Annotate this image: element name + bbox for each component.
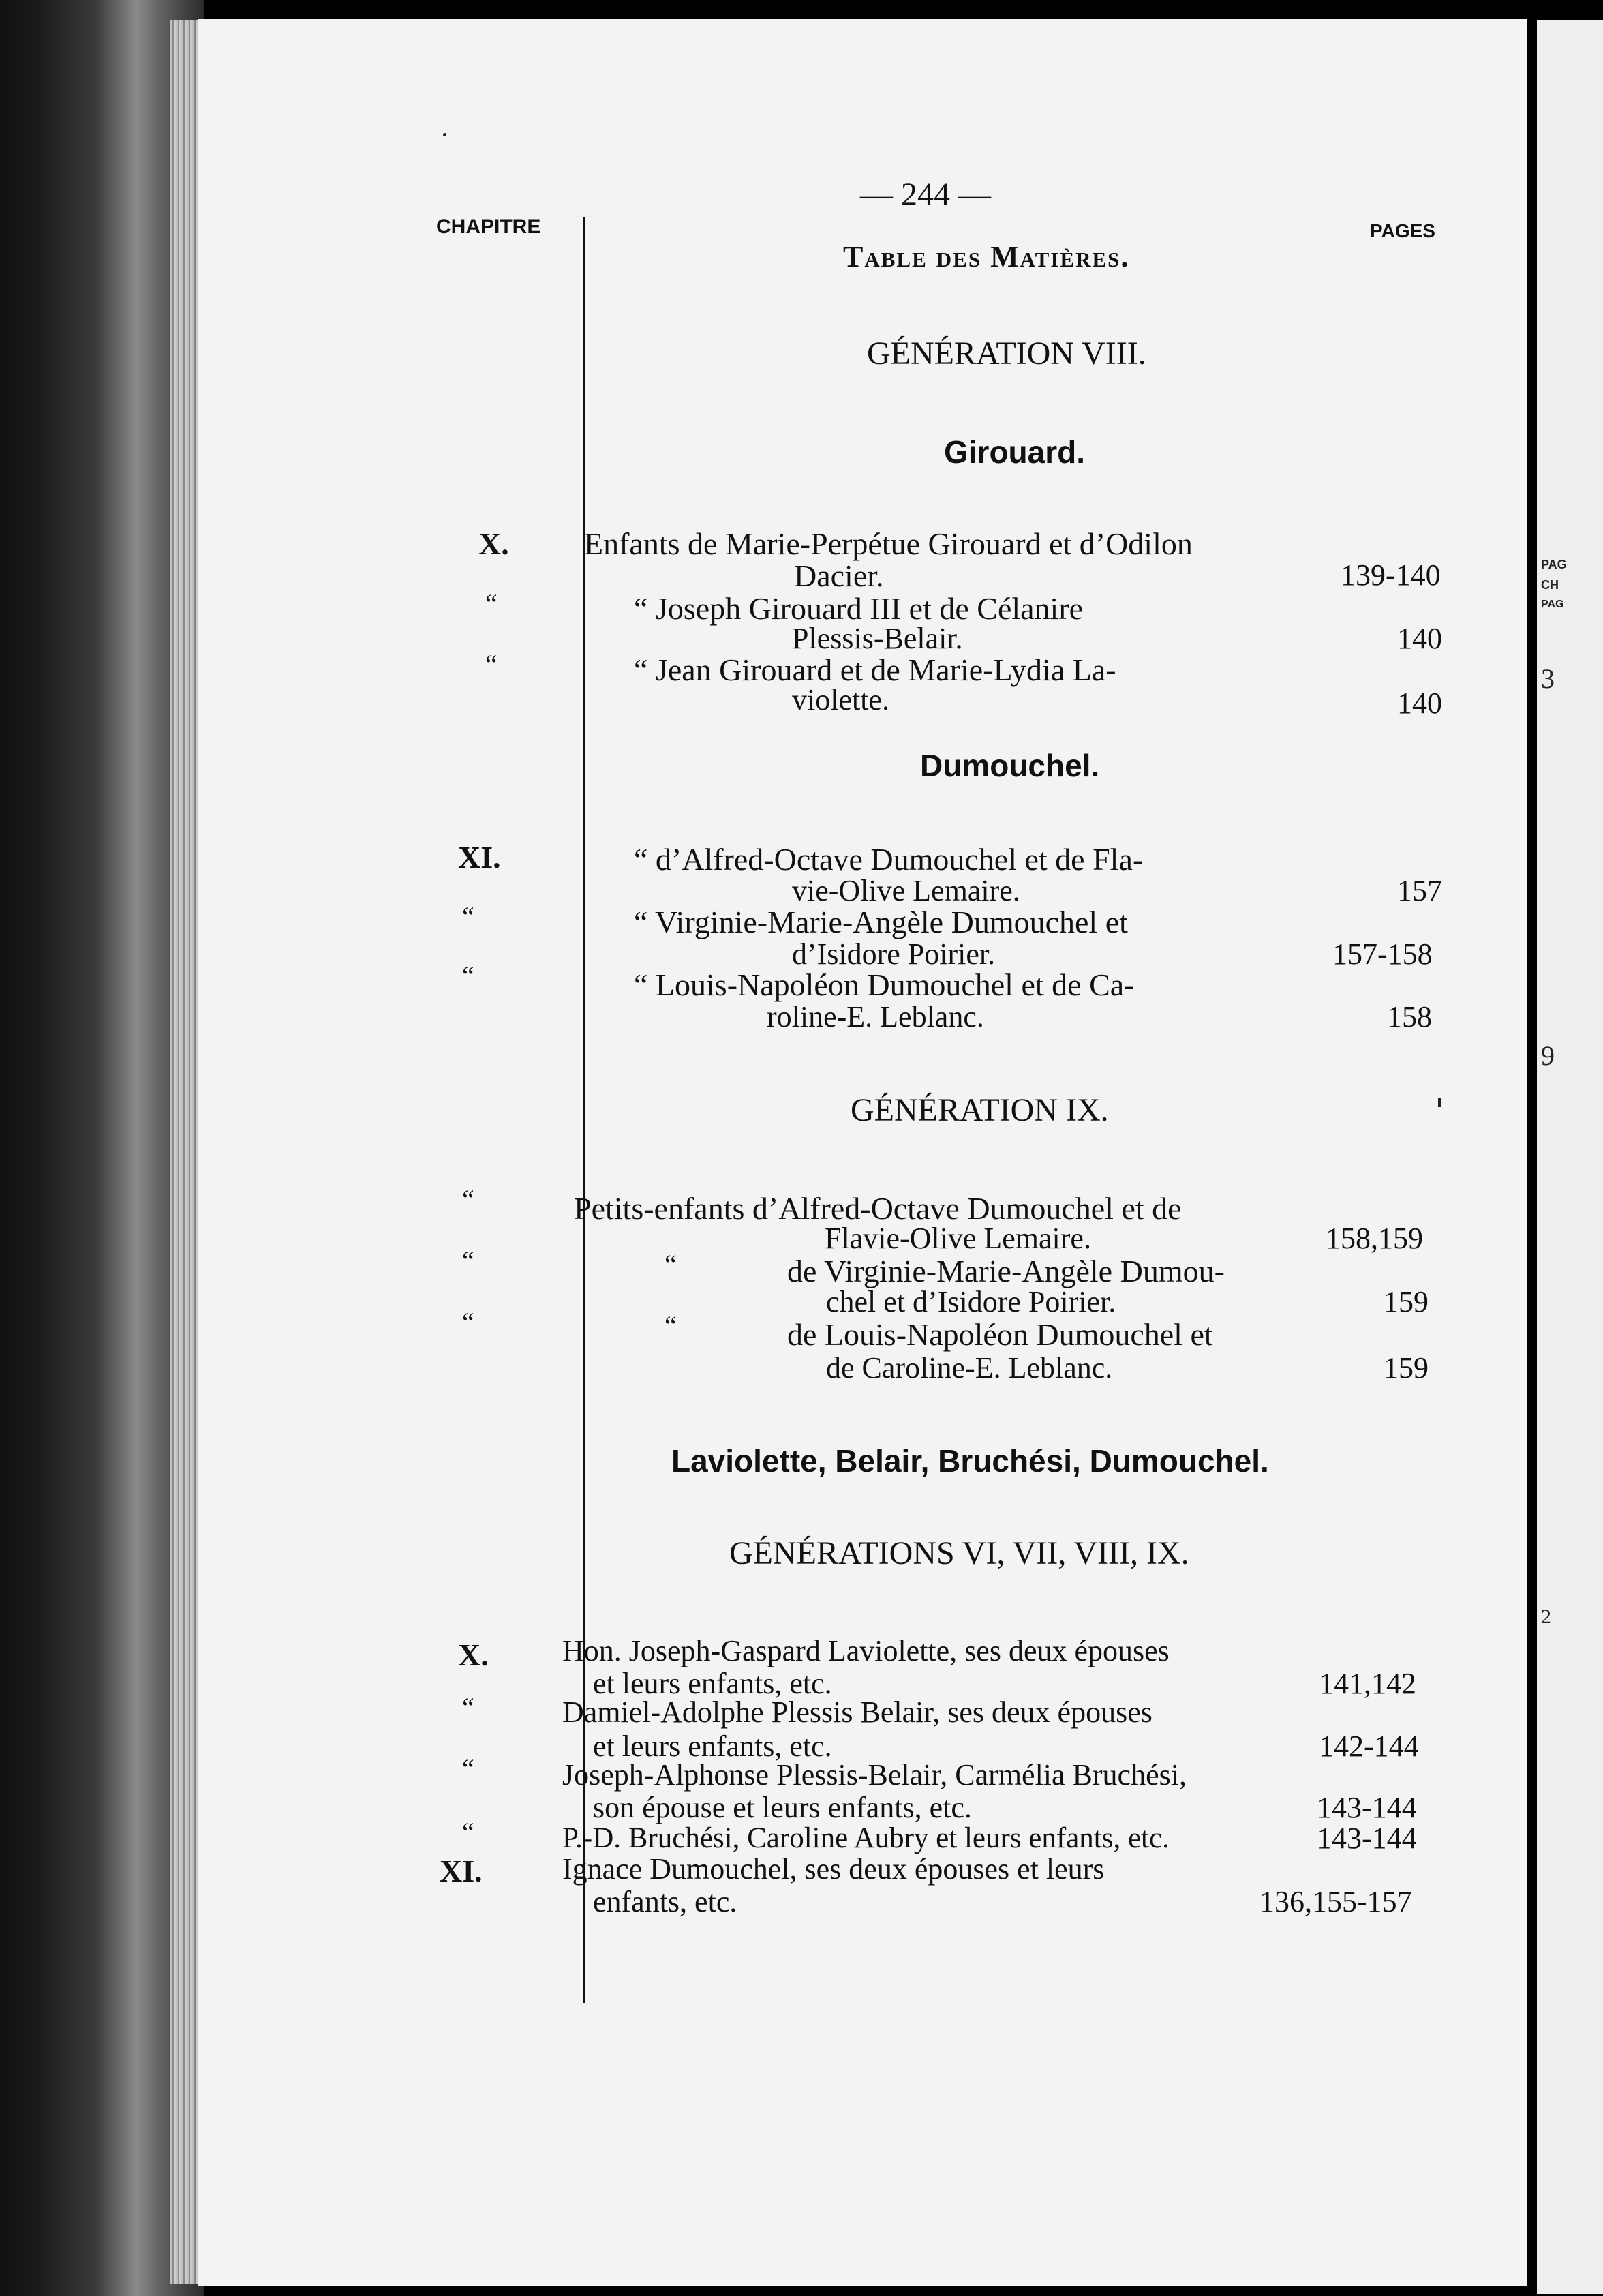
entry-text: vie-Olive Lemaire. <box>792 874 1020 907</box>
entry-text: “ d’Alfred-Octave Dumouchel et de Fla- <box>634 842 1144 877</box>
facing-page-text: 2 <box>1541 1605 1551 1628</box>
entry-pages: 143-144 <box>1317 1822 1417 1855</box>
entry-text: d’Isidore Poirier. <box>792 937 996 971</box>
entry-text: Joseph-Alphonse Plessis-Belair, Carmélia Bruchési, <box>562 1758 1187 1792</box>
section-heading: GÉNÉRATION VIII. <box>867 335 1146 372</box>
entry-pages: 141,142 <box>1319 1667 1416 1700</box>
entry-pages: 157 <box>1397 874 1442 907</box>
entry-text: de Virginie-Marie-Angèle Dumou- <box>787 1254 1225 1288</box>
speck <box>1438 1098 1441 1107</box>
facing-page-fragment <box>1537 20 1603 2294</box>
table-title: Table des Matières. <box>843 240 1130 273</box>
entry-text: chel et d’Isidore Poirier. <box>826 1285 1116 1318</box>
entry-text: roline-E. Leblanc. <box>767 1000 984 1033</box>
entry-text: Enfants de Marie-Perpétue Girouard et d’Odilon <box>584 526 1193 561</box>
entry-text: Damiel-Adolphe Plessis Belair, ses deux épouses <box>562 1695 1152 1729</box>
chapter-number: X. <box>478 526 509 561</box>
book-page <box>198 19 1527 2286</box>
entry-text: Plessis-Belair. <box>792 622 963 655</box>
entry-pages: 142-144 <box>1319 1729 1419 1763</box>
entry-text: Flavie-Olive Lemaire. <box>825 1222 1091 1255</box>
speck <box>443 133 446 136</box>
page-edges <box>170 20 198 2284</box>
entry-text: “ Joseph Girouard III et de Célanire <box>634 591 1084 626</box>
chapter-number: XI. <box>458 840 501 875</box>
entry-text: Petits-enfants d’Alfred-Octave Dumouchel et de <box>574 1191 1182 1226</box>
family-heading: Laviolette, Belair, Bruchési, Dumouchel. <box>671 1443 1269 1479</box>
entry-text: P.-D. Bruchési, Caroline Aubry et leurs enfants, etc. <box>562 1822 1170 1854</box>
entry-pages: 159 <box>1384 1351 1429 1385</box>
entry-text: et leurs enfants, etc. <box>593 1729 832 1763</box>
facing-page-text: 3 <box>1541 663 1555 694</box>
entry-pages: 158 <box>1387 1000 1432 1033</box>
entry-pages: 159 <box>1384 1285 1429 1318</box>
entry-text: Ignace Dumouchel, ses deux épouses et leurs <box>562 1852 1105 1886</box>
ditto-mark: “ <box>462 901 474 932</box>
entry-text: de Louis-Napoléon Dumouchel et <box>787 1317 1213 1352</box>
ditto-mark: “ <box>485 588 498 619</box>
entry-text: son épouse et leurs enfants, etc. <box>593 1791 972 1824</box>
pages-column-label: PAGES <box>1370 220 1435 241</box>
entry-text: et leurs enfants, etc. <box>593 1667 832 1700</box>
ditto-mark: “ <box>485 649 498 680</box>
entry-text: Hon. Joseph-Gaspard Laviolette, ses deux épouses <box>562 1634 1170 1667</box>
entry-pages: 139-140 <box>1341 558 1441 592</box>
ditto-mark: “ <box>462 1753 474 1784</box>
column-rule <box>583 217 585 2003</box>
entry-pages: 140 <box>1397 686 1442 720</box>
family-heading: Girouard. <box>944 434 1086 470</box>
ditto-mark: “ <box>462 1692 474 1723</box>
entry-text: “ Louis-Napoléon Dumouchel et de Ca- <box>634 967 1135 1002</box>
ditto-mark: “ <box>665 1249 677 1280</box>
facing-page-text: PAG <box>1541 558 1567 571</box>
entry-text: Dacier. <box>794 558 884 593</box>
chapter-number: XI. <box>440 1854 483 1888</box>
chapter-column-label: CHAPITRE <box>436 215 541 238</box>
entry-text: “ Jean Girouard et de Marie-Lydia La- <box>634 652 1116 687</box>
entry-pages: 157-158 <box>1332 937 1433 971</box>
ditto-mark: “ <box>462 961 474 991</box>
ditto-mark: “ <box>462 1184 474 1215</box>
section-heading: GÉNÉRATIONS VI, VII, VIII, IX. <box>729 1535 1189 1571</box>
entry-pages: 143-144 <box>1317 1791 1417 1824</box>
entry-pages: 140 <box>1397 622 1442 655</box>
facing-page-text: PAG <box>1541 599 1564 610</box>
entry-pages: 136,155-157 <box>1260 1885 1412 1918</box>
family-heading: Dumouchel. <box>920 748 1100 783</box>
facing-page-text: CH <box>1541 578 1559 592</box>
facing-page-text: 9 <box>1541 1040 1555 1071</box>
ditto-mark: “ <box>665 1310 677 1341</box>
ditto-mark: “ <box>462 1245 474 1276</box>
entry-text: violette. <box>792 683 889 716</box>
ditto-mark: “ <box>462 1307 474 1338</box>
entry-text: de Caroline-E. Leblanc. <box>826 1351 1113 1385</box>
ditto-mark: “ <box>462 1817 474 1847</box>
entry-text: enfants, etc. <box>593 1885 737 1918</box>
entry-pages: 158,159 <box>1326 1222 1423 1255</box>
page-number: — 244 — <box>860 177 991 213</box>
section-heading: GÉNÉRATION IX. <box>851 1092 1109 1128</box>
entry-text: “ Virginie-Marie-Angèle Dumouchel et <box>634 905 1128 939</box>
chapter-number: X. <box>458 1637 489 1672</box>
